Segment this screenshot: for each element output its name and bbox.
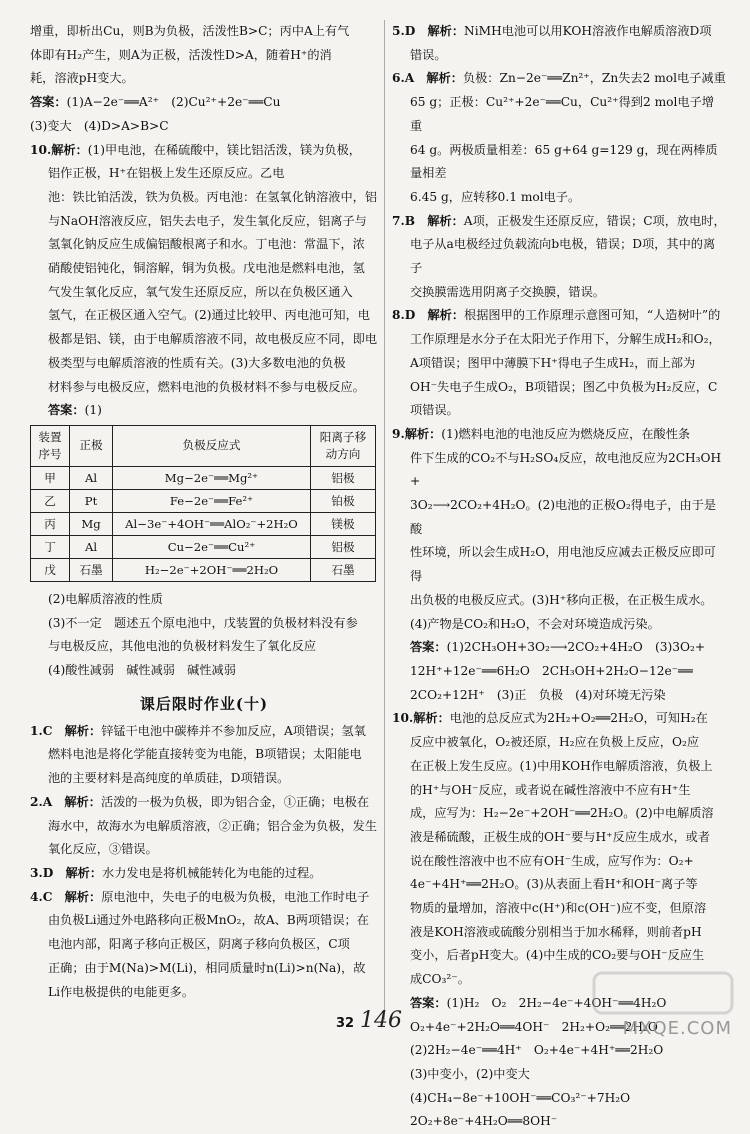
- intro-block: [30, 20, 378, 91]
- text-line: 电池的总反应式为2H₂+O₂══2H₂O，可知H₂在: [449, 711, 708, 726]
- text-line: 件下生成的CO₂不与H₂SO₄反应，故电池反应为2CH₃OH+: [410, 450, 722, 489]
- text-line: 3O₂⟶2CO₂+4H₂O。(2)电池的正极O₂得电子，由于是酸: [410, 498, 717, 536]
- question-3-line: [30, 862, 378, 886]
- question-head: 3.D 解析：: [30, 865, 103, 880]
- text-line: O₂+4e⁻+2H₂O══4OH⁻ 2H₂+O₂══2H₂O: [410, 1019, 658, 1034]
- text-line: 4e⁻+4H⁺══2H₂O。(3)从表面上看H⁺和OH⁻离子等: [410, 877, 698, 892]
- table-cell: H₂−2e⁻+2OH⁻══2H₂O: [113, 558, 311, 581]
- text-line: 氧化反应，③错误。: [48, 842, 158, 857]
- question-head: 1.C 解析：: [30, 723, 102, 738]
- table-cell: Pt: [70, 489, 113, 512]
- text-line: 在正极上发生反应。(1)中用KOH作电解质溶液，负极上: [410, 758, 713, 773]
- question-7-line: [392, 210, 726, 234]
- table-cell: 铂极: [311, 489, 376, 512]
- text-line: 氢气，在正极区通入空气。(2)通过比较甲、丙电池可知，电: [48, 308, 370, 323]
- table-cell: 甲: [31, 466, 70, 489]
- watermark-text: MXQE.COM: [622, 1018, 732, 1039]
- table-cell: Al−3e⁻+4OH⁻══AlO₂⁻+2H₂O: [113, 512, 311, 535]
- text-line: 液是KOH溶液或硫酸分别相当于加水稀释，则前者pH: [410, 924, 702, 939]
- table-cell: 镁极: [311, 512, 376, 535]
- text-line: OH⁻失电子生成O₂，B项错误；图乙中负极为H₂反应，C: [410, 379, 718, 394]
- text-line: 反应中被氧化，O₂被还原，H₂应在负极上反应，O₂应: [410, 735, 700, 750]
- table-cell: Al: [70, 535, 113, 558]
- text-line: (1)甲电池，在稀硫酸中，镁比铝活泼，镁为负极，: [87, 142, 361, 157]
- text-line: 正确；由于M(Na)>M(Li)，相同质量时n(Li)>n(Na)，故: [48, 960, 366, 975]
- section-title: 课后限时作业(十): [139, 694, 269, 713]
- text-line: 性环境，所以会生成H₂O，用电池反应减去正极反应即可得: [410, 545, 716, 584]
- text-line: 池：铁比铂活泼，铁为负极。丙电池：在氢氧化钠溶液中，铝: [48, 189, 378, 204]
- text-line: NiMH电池可以用KOH溶液作电解质溶液D项: [464, 24, 712, 38]
- text-line: (3)不一定 题述五个原电池中，戊装置的负极材料没有参: [48, 615, 358, 630]
- table-cell: Al: [70, 466, 113, 489]
- table-cell: 石墨: [70, 558, 113, 581]
- text-line: 电子从a电极经过负载流向b电极，错误；D项，其中的离子: [410, 237, 716, 276]
- text-line: A项，正极发生还原反应，错误；C项，放电时，: [463, 213, 726, 228]
- text-line: A项错误；图甲中薄膜下H⁺得电子生成H₂，而上部为: [410, 355, 696, 370]
- text-line: 2O₂+8e⁻+4H₂O══8OH⁻: [410, 1114, 558, 1129]
- answer-label: 答案：: [410, 640, 447, 655]
- text-line: 原电池中，失电子的电极为负极，电池工作时电子: [101, 889, 370, 904]
- text-line: 硝酸使铝钝化，铜溶解，铜为负极。戊电池是燃料电池，氢: [48, 261, 365, 276]
- text-line: (1)H₂ O₂ 2H₂−4e⁻+4OH⁻══4H₂O: [446, 995, 667, 1010]
- text-line: 增重，即析出Cu，则B为负极，活泼性B>C；丙中A上有气: [30, 24, 350, 38]
- text-line: 铝作正极，H⁺在铝极上发生还原反应。乙电: [48, 166, 285, 181]
- text-line: 出负极的电极反应式。(3)H⁺移向正极，在正极生成水。: [410, 592, 713, 607]
- table-cell: 铝极: [311, 466, 376, 489]
- answer-10-head: [30, 399, 378, 423]
- text-line: 根据图甲的工作原理示意图可知，“人造树叶”的: [464, 308, 721, 323]
- text-line: 耗，溶液pH变大。: [30, 71, 134, 86]
- table-cell: 戊: [31, 558, 70, 581]
- table-cell: 铝极: [311, 535, 376, 558]
- text-line: 错误。: [410, 47, 447, 62]
- column-divider: [384, 20, 385, 1020]
- text-line: 液是稀硫酸，正极生成的OH⁻要与H⁺反应生成水，或者: [410, 829, 711, 844]
- text-line: 成CO₃²⁻。: [410, 972, 470, 987]
- question-10-line: [30, 139, 378, 163]
- table-cell: 石墨: [311, 558, 376, 581]
- text-line: 65 g；正极：Cu²⁺+2e⁻══Cu，Cu²⁺得到2 mol电子增重: [410, 95, 714, 133]
- text-line: 电池内部，阳离子移向正极区，阴离子移向负极区，C项: [48, 937, 350, 952]
- question-5-line: [392, 20, 726, 44]
- question-9-line: [392, 423, 726, 447]
- text-line: 气发生氧化反应，氧气发生还原反应，所以在负极区通入: [48, 284, 353, 299]
- question-head: 4.C 解析：: [30, 889, 102, 904]
- left-column: [30, 20, 378, 1004]
- text-line: 变小，后者pH变大。(4)中生成的CO₂要与OH⁻反应生: [410, 948, 705, 963]
- table-cell: 丙: [31, 512, 70, 535]
- text-line: (1)燃料电池的电池反应为燃烧反应，在酸性条: [441, 426, 691, 441]
- table-header-cell: 正极: [70, 425, 113, 466]
- question-head: 6.A 解析：: [392, 71, 463, 86]
- text-line: 水力发电是将机械能转化为电能的过程。: [102, 865, 322, 880]
- text-line: (1)2CH₃OH+3O₂⟶2CO₂+4H₂O (3)3O₂+: [446, 640, 706, 655]
- text-line: 交换膜需选用阴离子交换膜，错误。: [410, 284, 605, 299]
- question-1-line: [30, 720, 378, 744]
- table-header-cell: 负极反应式: [113, 425, 311, 466]
- question-head: 10.解析：: [392, 711, 450, 726]
- text-line: Li作电极提供的电能更多。: [48, 984, 195, 999]
- battery-table: [30, 425, 376, 582]
- text-line: 12H⁺+12e⁻══6H₂O 2CH₃OH+2H₂O−12e⁻══: [410, 663, 693, 678]
- text-line: 物质的量增加，溶液中c(H⁺)和c(OH⁻)应不变，但原溶: [410, 901, 707, 916]
- text-line: 项错误。: [410, 403, 459, 418]
- table-cell: 丁: [31, 535, 70, 558]
- table-cell: Mg: [70, 512, 113, 535]
- text-line: (2)2H₂−4e⁻══4H⁺ O₂+4e⁻+4H⁺══2H₂O: [410, 1043, 664, 1058]
- answer-label: 答案：: [410, 995, 447, 1010]
- table-row: [31, 535, 376, 558]
- question-8-line: [392, 304, 726, 328]
- text-line: 氢氧化钠反应生成偏铝酸根离子和水。丁电池：常温下，浓: [48, 237, 365, 252]
- question-number: 10.: [30, 142, 52, 157]
- answer-label: 答案：: [48, 403, 85, 418]
- text-line: 2CO₂+12H⁺ (3)正 负极 (4)对环境无污染: [410, 687, 666, 702]
- text-line: (3)中变小，(2)中变大: [410, 1066, 530, 1081]
- text-line: 极都是铝、镁，由于电解质溶液不同，故电极反应不同，即电: [48, 332, 378, 347]
- table-row: [31, 489, 376, 512]
- text-line: 与NaOH溶液反应，铝失去电子，发生氧化反应，铝离子与: [48, 213, 367, 228]
- table-cell: Mg−2e⁻══Mg²⁺: [113, 466, 311, 489]
- text-line: 64 g。两极质量相差：65 g+64 g=129 g，现在两棒质量相差: [410, 142, 718, 181]
- text-line: 6.45 g，应转移0.1 mol电子。: [410, 189, 581, 204]
- text-line: 说在酸性溶液中也不应有OH⁻生成，应写作为：O₂+: [410, 853, 694, 868]
- text-line: 锌锰干电池中碳棒并不参加反应，A项错误；氢氧: [101, 723, 366, 738]
- question-6-line: [392, 67, 726, 91]
- answer-text: (1)A−2e⁻══A²⁺ (2)Cu²⁺+2e⁻══Cu: [66, 95, 281, 110]
- table-header-row: [31, 425, 376, 466]
- answer-9-line-1: [30, 91, 378, 115]
- question-head: 7.B 解析：: [392, 213, 464, 228]
- text-line: 由负极Li通过外电路移向正极MnO₂，故A、B两项错误；在: [48, 913, 369, 928]
- question-2-line: [30, 791, 378, 815]
- text-line: 体即有H₂产生，则A为正极，活泼性D>A，随着H⁺的消: [30, 47, 332, 62]
- table-cell: Cu−2e⁻══Cu²⁺: [113, 535, 311, 558]
- question-head: 8.D 解析：: [392, 308, 465, 323]
- text-line: 池的主要材料是高纯度的单质硅，D项错误。: [48, 771, 290, 786]
- text-line: (4)酸性减弱 碱性减弱 碱性减弱: [48, 663, 236, 678]
- text-line: 极类型与电解质溶液的性质有关。(3)大多数电池的负极: [48, 355, 346, 370]
- table-header-cell: 阳离子移动方向: [311, 425, 376, 466]
- answer-label: 答案：: [30, 95, 67, 110]
- analysis-label: 解析：: [51, 142, 88, 157]
- table-row: [31, 558, 376, 581]
- answer-part: (1): [84, 403, 102, 418]
- answer-9-line-2: (3)变大 (4)D>A>B>C: [30, 118, 169, 133]
- table-header-cell: 装置序号: [31, 425, 70, 466]
- text-line: 活泼的一极为负极，即为铝合金，①正确；电极在: [100, 794, 370, 809]
- table-row: [31, 466, 376, 489]
- question-10-line: [392, 707, 726, 731]
- text-line: 与电极反应，其他电池的负极材料发生了氧化反应: [48, 639, 317, 654]
- text-line: (4)CH₄−8e⁻+10OH⁻══CO₃²⁻+7H₂O: [410, 1090, 631, 1105]
- answer-9-line: [392, 636, 726, 660]
- question-head: 2.A 解析：: [30, 794, 101, 809]
- text-line: 工作原理是水分子在太阳光子作用下，分解生成H₂和O₂，: [410, 332, 721, 347]
- text-line: 的H⁺与OH⁻反应，或者说在碱性溶液中不应有H⁺生: [410, 782, 691, 797]
- right-column: [392, 20, 726, 1134]
- question-head: 5.D 解析：: [392, 24, 465, 38]
- text-line: 燃料电池是将化学能直接转变为电能，B项错误；太阳能电: [48, 747, 362, 762]
- table-cell: Fe−2e⁻══Fe²⁺: [113, 489, 311, 512]
- text-line: 材料参与电极反应，燃料电池的负极材料不参与电极反应。: [48, 379, 365, 394]
- question-head: 9.解析：: [392, 426, 442, 441]
- table-row: [31, 512, 376, 535]
- question-4-line: [30, 886, 378, 910]
- text-line: 负极：Zn−2e⁻══Zn²⁺，Zn失去2 mol电子减重: [462, 71, 726, 86]
- text-line: 海水中，故海水为电解质溶液，②正确；铝合金为负极，发生: [48, 818, 378, 833]
- text-line: (4)产物是CO₂和H₂O，不会对环境造成污染。: [410, 616, 660, 631]
- page-number: 32: [336, 1016, 355, 1031]
- text-line: (2)电解质溶液的性质: [48, 591, 163, 606]
- handwritten-page-number: 146: [360, 1008, 402, 1033]
- table-cell: 乙: [31, 489, 70, 512]
- text-line: 成，应写为：H₂−2e⁻+2OH⁻══2H₂O。(2)中电解质溶: [410, 806, 714, 821]
